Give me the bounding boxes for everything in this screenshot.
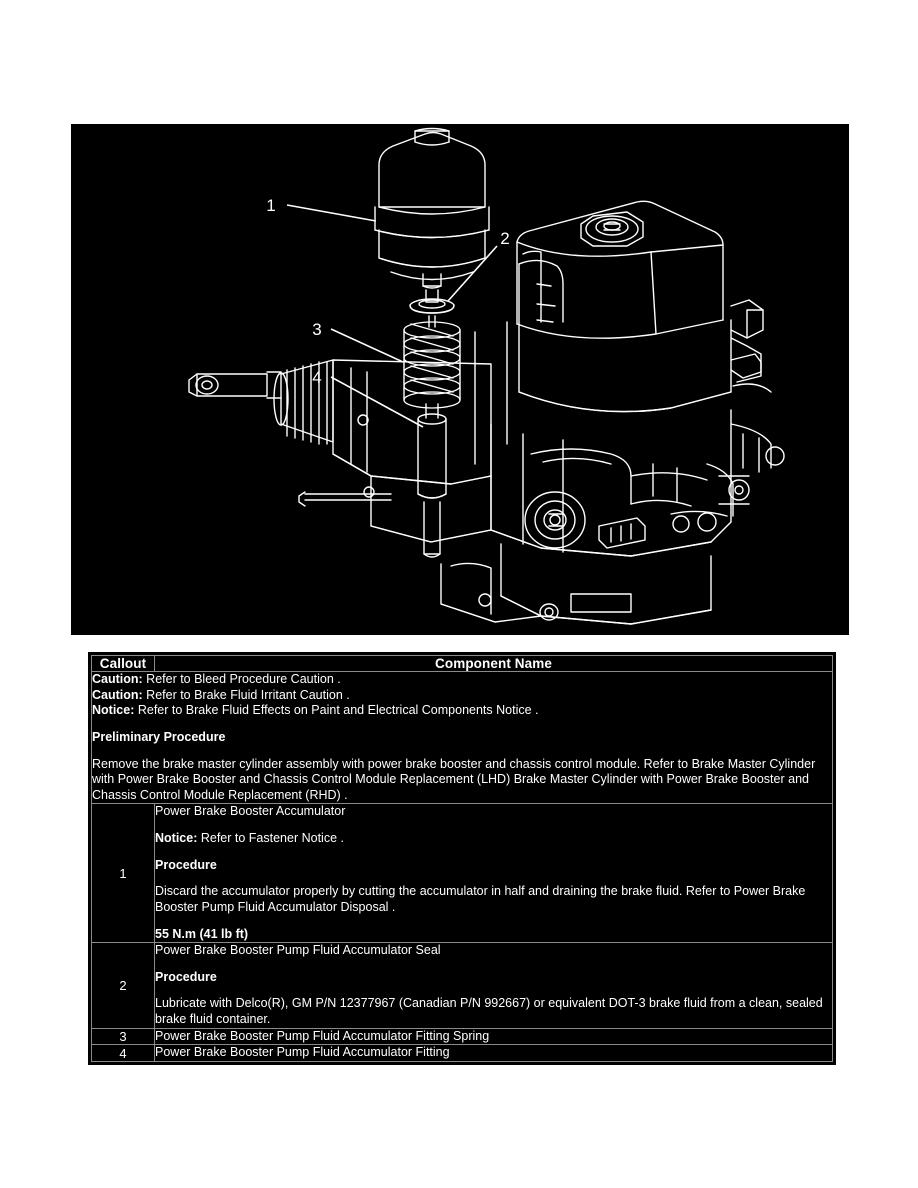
fastener-notice-label-1: Notice:	[155, 831, 198, 845]
component-table-container	[88, 652, 836, 1065]
table-row	[92, 1028, 833, 1045]
caution-label-1: Caution:	[92, 672, 143, 686]
caution-text-2: Refer to Brake Fluid Irritant Caution .	[142, 687, 350, 702]
procedure-text-2: Lubricate with Delco(R), GM P/N 12377967 (Canadian P/N 992667) or equivalent DOT-3 brake fluid from a clean, sealed brake fluid container.	[155, 996, 823, 1026]
caution-label-2: Caution:	[92, 687, 143, 702]
callout-label-3: 3	[312, 320, 322, 339]
procedure-heading-1: Procedure	[155, 857, 217, 872]
component-name-1: Power Brake Booster Accumulator	[155, 804, 346, 819]
preliminary-procedure-heading: Preliminary Procedure	[92, 729, 226, 744]
callout-cell-4: 4	[92, 1045, 155, 1062]
column-header-component-name: Component Name	[155, 656, 833, 672]
callout-cell-1: 1	[92, 804, 155, 943]
preliminary-procedure-text: Remove the brake master cylinder assembly with power brake booster and chassis control module. Refer to Brake Master Cylinder with Power Brake Booster and Chassis Control Module Replacement (LHD) Brake Master Cylinder with Power Brake Booster and Chassis Control Module Replacement (RHD) .	[92, 756, 816, 802]
fastener-notice-line-1	[155, 831, 832, 847]
column-header-callout: Callout	[92, 656, 155, 672]
callout-label-2: 2	[500, 229, 510, 248]
component-table	[91, 655, 833, 1062]
torque-spec-1: 55 N.m (41 lb ft)	[155, 926, 249, 941]
component-cell-4: Power Brake Booster Pump Fluid Accumulator Fitting	[155, 1045, 833, 1062]
component-name-2: Power Brake Booster Pump Fluid Accumulator Seal	[155, 943, 441, 958]
component-cell-3: Power Brake Booster Pump Fluid Accumulator Fitting Spring	[155, 1028, 833, 1045]
table-row	[92, 943, 833, 1029]
exploded-view-illustration	[71, 124, 849, 635]
caution-text-1: Refer to Bleed Procedure Caution .	[142, 672, 341, 686]
notice-label: Notice:	[92, 703, 135, 718]
table-row-notes	[92, 672, 833, 804]
notice-line	[92, 703, 832, 719]
table-row	[92, 804, 833, 943]
callout-cell-2: 2	[92, 943, 155, 1029]
table-row	[92, 1045, 833, 1062]
table-header-row	[92, 656, 833, 672]
caution-line-1	[92, 672, 832, 688]
component-cell-2	[155, 943, 833, 1029]
procedure-heading-2: Procedure	[155, 969, 217, 984]
notes-cell	[92, 672, 833, 804]
procedure-text-1: Discard the accumulator properly by cutting the accumulator in half and draining the brake fluid. Refer to Power Brake Booster Pump Fluid Accumulator Disposal .	[155, 884, 806, 914]
fastener-notice-text-1: Refer to Fastener Notice .	[197, 831, 344, 845]
notice-text: Refer to Brake Fluid Effects on Paint and Electrical Components Notice .	[134, 703, 539, 718]
callout-label-4: 4	[312, 368, 322, 387]
component-cell-1	[155, 804, 833, 943]
callout-label-1: 1	[266, 196, 276, 215]
callout-cell-3: 3	[92, 1028, 155, 1045]
caution-line-2	[92, 688, 832, 704]
